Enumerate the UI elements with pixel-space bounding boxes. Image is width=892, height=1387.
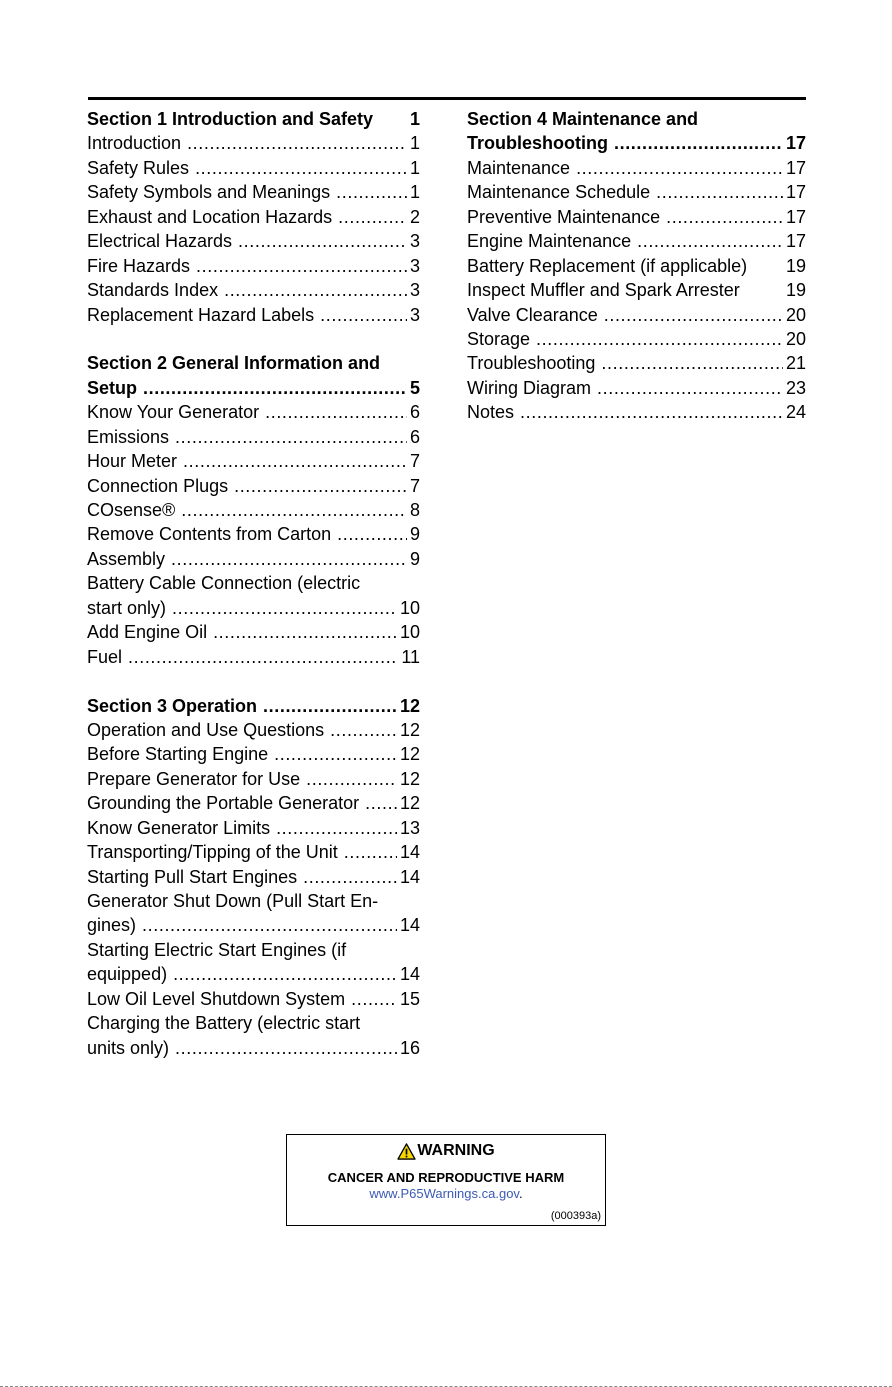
toc-entry[interactable] [87,987,420,1011]
toc-entry[interactable] [467,351,806,375]
toc-entry-title: equipped) [87,964,168,985]
dot-leader [576,156,783,180]
toc-entry-page: 23 [785,377,806,398]
toc-entry-title: Electrical Hazards [87,231,233,252]
toc-entry[interactable] [87,547,420,571]
toc-right-column [467,107,806,425]
dot-leader [597,376,783,400]
warning-message: CANCER AND REPRODUCTIVE HARM [327,1170,565,1185]
toc-entry-title: Notes [467,402,515,423]
toc-entry[interactable] [467,180,806,204]
toc-entry-page: 7 [409,475,420,496]
dot-leader [196,254,407,278]
toc-entry-line1[interactable]: Charging the Battery (electric start [87,1013,361,1034]
dot-leader [172,596,397,620]
toc-entry-page: 1 [409,157,420,178]
section-heading-title: Troubleshooting [467,133,608,154]
toc-entry-title: Engine Maintenance [467,231,632,252]
dot-leader [337,522,407,546]
toc-entry-title: Safety Symbols and Meanings [87,182,331,203]
section-heading-page: 5 [409,377,420,398]
toc-entry-page: 14 [399,842,420,863]
toc-section-4 [467,107,806,425]
toc-entry-page: 9 [409,548,420,569]
dot-leader [265,400,407,424]
toc-entry-title: Hour Meter [87,451,178,472]
toc-entry-page: 17 [785,182,806,203]
section-heading-line1[interactable]: Section 4 Maintenance and [467,109,699,129]
warning-title-row [287,1140,605,1162]
section-heading-title: Section 3 Operation [87,695,258,716]
section-heading[interactable] [467,131,806,155]
toc-entry[interactable] [467,278,806,302]
section-heading[interactable] [87,694,420,718]
warning-url-line [287,1186,605,1202]
dot-leader [604,303,783,327]
toc-entry-page: 20 [785,304,806,325]
toc-entry-title: Introduction [87,133,182,154]
dot-leader [320,303,407,327]
toc-entry-page: 13 [399,817,420,838]
toc-entry-title: Starting Pull Start Engines [87,866,298,887]
dot-leader [175,425,407,449]
dot-leader [187,131,407,155]
dot-leader [344,840,397,864]
toc-entry-page: 3 [409,231,420,252]
dot-leader [195,156,407,180]
toc-entry-page: 1 [409,133,420,154]
toc-entry[interactable] [87,791,420,815]
toc-entry[interactable] [87,522,420,546]
section-heading[interactable] [87,107,420,131]
toc-entry[interactable] [87,718,420,742]
toc-entry[interactable] [467,229,806,253]
toc-entry-title: Know Generator Limits [87,817,271,838]
dot-leader [601,351,783,375]
toc-entry-page: 12 [399,719,420,740]
toc-entry-title: Exhaust and Location Hazards [87,206,333,227]
toc-entry-title: Maintenance Schedule [467,182,651,203]
dot-leader [306,767,397,791]
dot-leader [142,913,397,937]
dot-leader [183,449,407,473]
toc-entry-page: 6 [409,426,420,447]
dot-leader [143,376,407,400]
toc-entry-line1[interactable]: Starting Electric Start Engines (if [87,939,347,960]
toc-entry-page: 12 [399,768,420,789]
toc-entry[interactable] [87,303,420,327]
dot-leader [234,474,407,498]
toc-entry[interactable] [87,913,420,937]
toc-entry[interactable] [87,498,420,522]
toc-entry-title: Transporting/Tipping of the Unit [87,842,338,863]
toc-entry-title: Troubleshooting [467,353,596,374]
toc-entry-page: 16 [399,1037,420,1058]
toc-entry[interactable] [87,474,420,498]
dot-leader [637,229,783,253]
toc-entry-page: 8 [409,500,420,520]
toc-entry[interactable] [87,742,420,766]
toc-entry-page: 3 [409,304,420,325]
section-heading-line1[interactable]: Section 2 General Information and [87,353,381,374]
warning-url-period: . [518,1186,523,1201]
warning-code: (000393a) [550,1210,601,1222]
toc-left-column [87,107,420,1060]
toc-entry[interactable] [87,1036,420,1060]
dot-leader [351,987,397,1011]
dot-leader [213,620,397,644]
toc-entry-title: Safety Rules [87,157,190,178]
toc-entry[interactable] [87,865,420,889]
toc-entry-title: Wiring Diagram [467,377,592,398]
toc-section-2 [87,351,420,669]
toc-entry[interactable] [87,229,420,253]
dot-leader [128,645,398,669]
toc-entry-page: 2 [409,206,420,227]
section-heading-page: 17 [785,133,806,154]
toc-entry[interactable] [87,645,420,669]
toc-entry-title: Grounding the Portable Generator [87,793,360,814]
dot-leader [365,791,397,815]
dot-leader [303,865,397,889]
toc-entry-title: Maintenance [467,157,571,178]
toc-entry-page: 14 [399,915,420,936]
toc-entry-title: Operation and Use Questions [87,719,325,740]
toc-entry-page: 11 [401,646,420,667]
toc-section-1 [87,107,420,327]
toc-entry-title: Add Engine Oil [87,622,208,643]
dot-leader [181,498,407,522]
toc-entry[interactable] [87,180,420,204]
dot-leader [336,180,407,204]
toc-entry-page: 14 [399,866,420,887]
toc-entry-page: 15 [399,988,420,1009]
toc-entry[interactable] [87,131,420,155]
toc-entry-title: Battery Replacement (if applicable) [467,255,748,276]
section-heading[interactable] [87,376,420,400]
toc-entry[interactable] [87,596,420,620]
toc-entry-title: Fuel [87,646,123,667]
toc-entry-title: Replacement Hazard Labels [87,304,315,325]
toc-entry[interactable] [467,156,806,180]
toc-entry-title: Before Starting Engine [87,744,269,765]
dot-leader [171,547,407,571]
toc-entry-title: Connection Plugs [87,475,229,496]
toc-entry-page: 14 [399,964,420,985]
dot-leader [338,205,407,229]
toc-entry-page: 10 [399,622,420,643]
toc-entry-title: Know Your Generator [87,402,260,423]
toc-entry-page: 19 [785,255,806,276]
toc-entry-title: Assembly [87,548,166,569]
toc-entry-page: 3 [409,280,420,301]
toc-entry-page: 17 [785,231,806,252]
toc-entry-title: Prepare Generator for Use [87,768,301,789]
toc-entry-page: 21 [785,353,806,374]
dot-leader [274,742,397,766]
dot-leader [238,229,407,253]
toc-entry-page: 3 [409,255,420,276]
toc-entry-title: Remove Contents from Carton [87,524,332,545]
toc-entry-title: Preventive Maintenance [467,206,661,227]
dot-leader [173,962,397,986]
toc-entry[interactable] [87,449,420,473]
toc-entry-title: Inspect Muffler and Spark Arrester [467,280,740,301]
toc-entry[interactable] [87,425,420,449]
toc-entry-page: 20 [785,328,806,349]
toc-entry-page: 7 [409,451,420,472]
toc-entry[interactable] [87,254,420,278]
toc-entry[interactable] [87,278,420,302]
toc-entry-page: 12 [399,793,420,814]
toc-entry[interactable] [87,816,420,840]
toc-entry[interactable] [87,767,420,791]
dot-leader [656,180,783,204]
dot-leader [330,718,397,742]
toc-entry-title: Emissions [87,426,170,447]
toc-entry[interactable] [467,376,806,400]
warning-url-link[interactable]: www.P65Warnings.ca.gov [369,1186,519,1201]
toc-entry-page: 12 [399,744,420,765]
toc-entry-page: 24 [785,402,806,423]
top-rule [88,97,806,100]
toc-entry-title: gines) [87,915,137,936]
prop65-warning-box [286,1134,606,1226]
toc-entry-page: 10 [399,597,420,618]
toc-entry-page: 17 [785,206,806,227]
dot-leader [276,816,397,840]
toc-entry-line1[interactable]: Battery Cable Connection (electric [87,573,361,594]
toc-entry[interactable] [87,962,420,986]
toc-entry-page: 9 [409,524,420,545]
dot-leader [175,1036,397,1060]
toc-entry-page: 6 [409,402,420,423]
dot-leader [614,131,783,155]
toc-entry[interactable] [87,156,420,180]
toc-entry[interactable] [467,254,806,278]
dot-leader [224,278,407,302]
toc-entry[interactable] [87,840,420,864]
section-heading-page: 12 [399,695,420,716]
toc-entry-title: COsense® [87,500,176,520]
toc-section-3 [87,694,420,1061]
toc-entry-page: 17 [785,157,806,178]
toc-entry-line1[interactable]: Generator Shut Down (Pull Start En- [87,891,379,911]
toc-entry[interactable] [87,205,420,229]
toc-entry-title: Low Oil Level Shutdown System [87,988,346,1009]
section-heading-title: Section 1 Introduction and Safety [87,109,374,129]
toc-entry[interactable] [87,620,420,644]
toc-entry-page: 1 [409,182,420,203]
toc-entry-title: units only) [87,1037,170,1058]
toc-entry-title: Valve Clearance [467,304,598,325]
toc-entry-title: start only) [87,597,167,618]
dot-leader [536,327,783,351]
toc-entry-title: Fire Hazards [87,255,191,276]
dot-leader [263,694,397,718]
toc-entry[interactable] [467,205,806,229]
dot-leader [520,400,783,424]
section-heading-page: 1 [409,109,420,129]
section-heading-title: Setup [87,377,138,398]
toc-entry-title: Storage [467,328,531,349]
toc-entry-page: 19 [785,280,806,301]
toc-entry[interactable] [467,303,806,327]
toc-entry[interactable] [87,400,420,424]
toc-entry[interactable] [467,327,806,351]
dot-leader [666,205,783,229]
warning-title: WARNING [417,1142,495,1159]
warning-triangle-icon [397,1143,416,1160]
toc-entry-title: Standards Index [87,280,219,301]
toc-entry[interactable] [467,400,806,424]
